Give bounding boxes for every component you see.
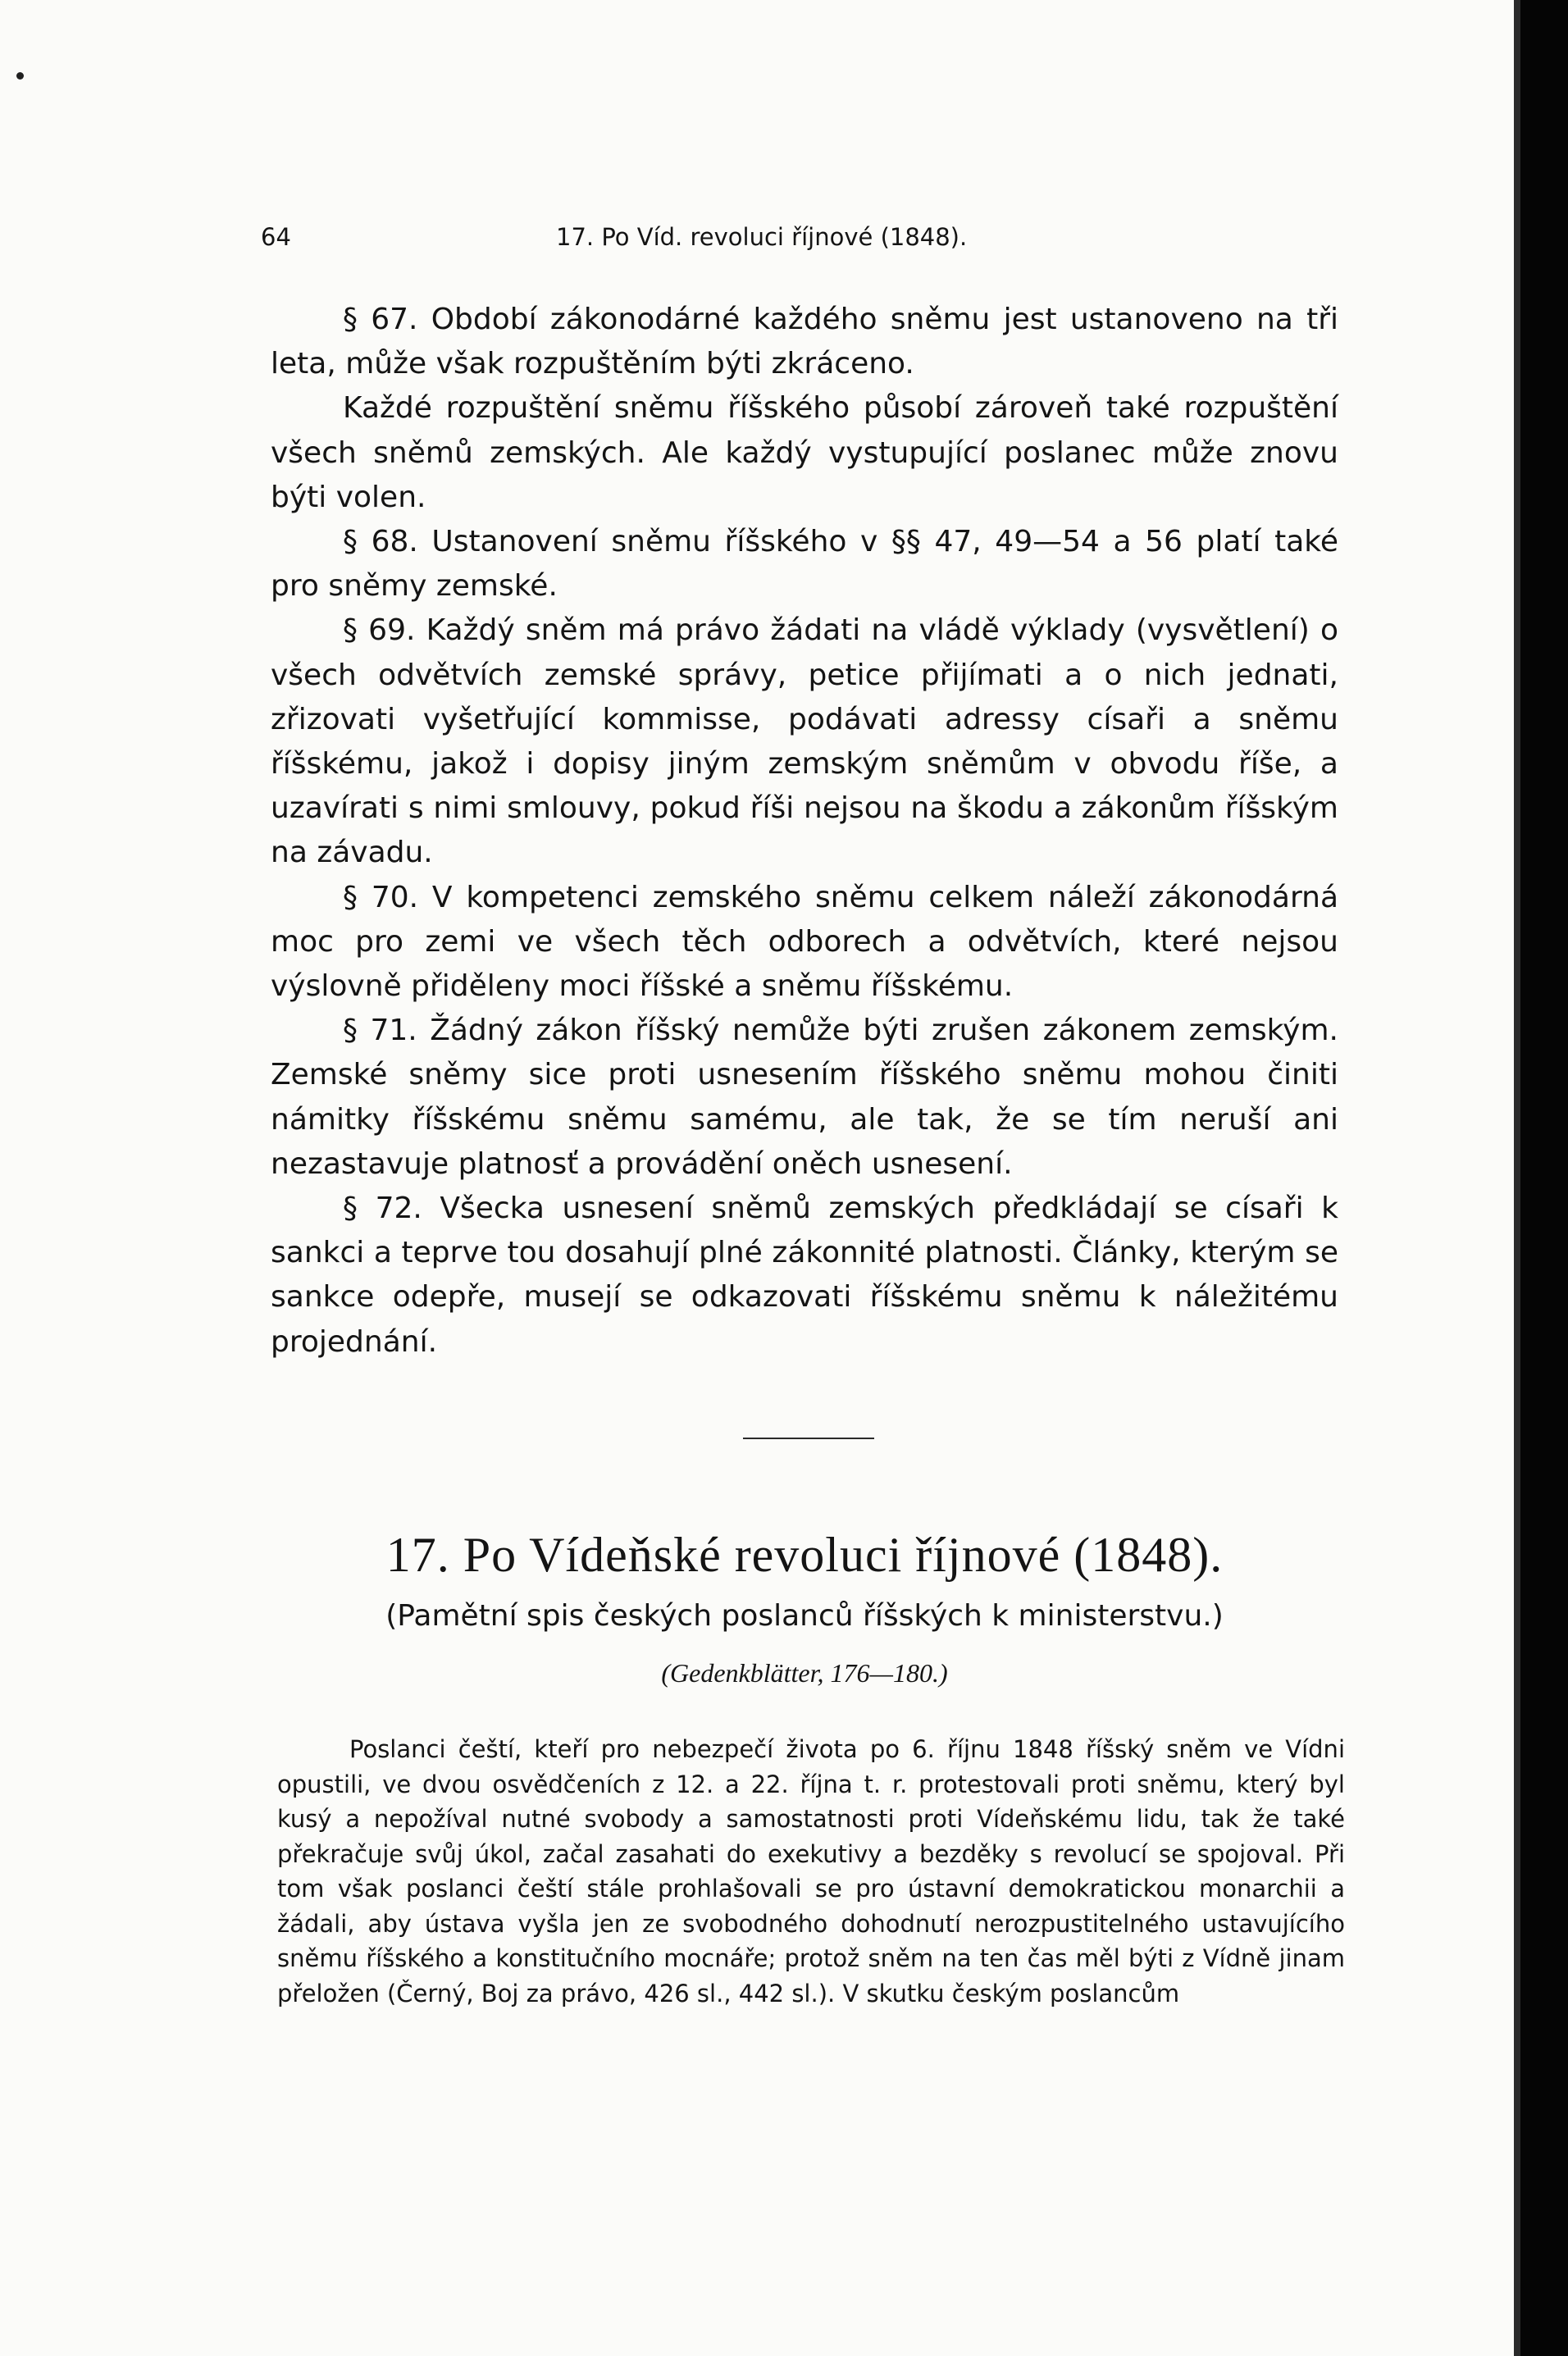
scan-speck bbox=[16, 72, 24, 80]
chapter-source: (Gedenkblätter, 176—180.) bbox=[661, 1658, 948, 1688]
paragraph-67: § 67. Období zákonodárné každého sněmu jest ustanoveno na tři leta, může však rozpuštěním býti zkráceno. bbox=[271, 303, 1338, 381]
paragraph-70: § 70. V kompetenci zemského sněmu celkem náleží zákonodárná moc pro zemi ve všech těch odborech a odvětvích, které nejsou výslovně přiděleny moci říšské a sněmu říšskému. bbox=[271, 880, 1338, 1004]
paragraph-72: § 72. Všecka usnesení sněmů zemských předkládají se císaři k sankci a teprve tou dosahují plné zákonnité platnosti. Články, kterým se sankce odepře, musejí se odkazovati říšskému sněmu k náležitému projednání. bbox=[271, 1192, 1338, 1359]
note-paragraph: Poslanci čeští, kteří pro nebezpečí života po 6. říjnu 1848 říšský sněm ve Vídni opustili, ve dvou osvědčeních z 12. a 22. října t. r. protestovali proti sněmu, který byl kusý a nepožíval nutné svobody a samostatnosti proti Vídeňskému lidu, tak že také překračuje svůj úkol, začal zasahati do exekutivy a bezděky s revolucí se spojoval. Při tom však poslanci čeští stále prohlašovali se pro ústavní demokratickou monarchii a žádali, aby ústava vyšla jen ze svobodného dohodnutí nerozpustitelného ustavujícího sněmu říšského a konstitučního mocnáře; protož sněm na ten čas měl býti z Vídně jinam přeložen (Černý, Boj za právo, 426 sl., 442 sl.). V skutku českým poslancům bbox=[277, 1735, 1345, 2007]
page-edge-shadow bbox=[1514, 0, 1520, 2356]
section-divider bbox=[743, 1438, 874, 1439]
paragraph-69: § 69. Každý sněm má právo žádati na vládě výklady (vysvětlení) o všech odvětvích zemské správy, petice přijímati a o nich jednati, zřizovati vyšetřující kommisse, podávati adressy císaři a sněmu říšskému, jakož i dopisy jiným zemským sněmům v obvodu říše, a uzavírati s nimi smlouvy, pokud říši nejsou na škodu a zákonům říšským na závadu. bbox=[271, 613, 1338, 870]
introductory-note bbox=[277, 1732, 1345, 2011]
chapter-subtitle: (Pamětní spis českých poslanců říšských k ministerstvu.) bbox=[385, 1599, 1224, 1633]
page-number: 64 bbox=[261, 223, 291, 251]
body-text bbox=[271, 298, 1338, 1365]
running-title: 17. Po Víd. revoluci říjnové (1848). bbox=[556, 223, 968, 251]
running-head bbox=[261, 223, 1343, 256]
paragraph-71: § 71. Žádný zákon říšský nemůže býti zrušen zákonem zemským. Zemské sněmy sice proti usnesením říšského sněmu mohou činiti námitky říšskému sněmu samému, ale tak, že se tím neruší ani nezastavuje platnosť a provádění oněch usnesení. bbox=[271, 1014, 1338, 1181]
paragraph-67-continued: Každé rozpuštění sněmu říšského působí zároveň také rozpuštění všech sněmů zemských. Ale každý vystupující poslanec může znovu býti volen. bbox=[271, 391, 1338, 514]
paragraph-68: § 68. Ustanovení sněmu říšského v §§ 47, 49—54 a 56 platí také pro sněmy zemské. bbox=[271, 525, 1338, 604]
chapter-title: 17. Po Vídeňské revoluci říjnové (1848). bbox=[385, 1528, 1224, 1582]
